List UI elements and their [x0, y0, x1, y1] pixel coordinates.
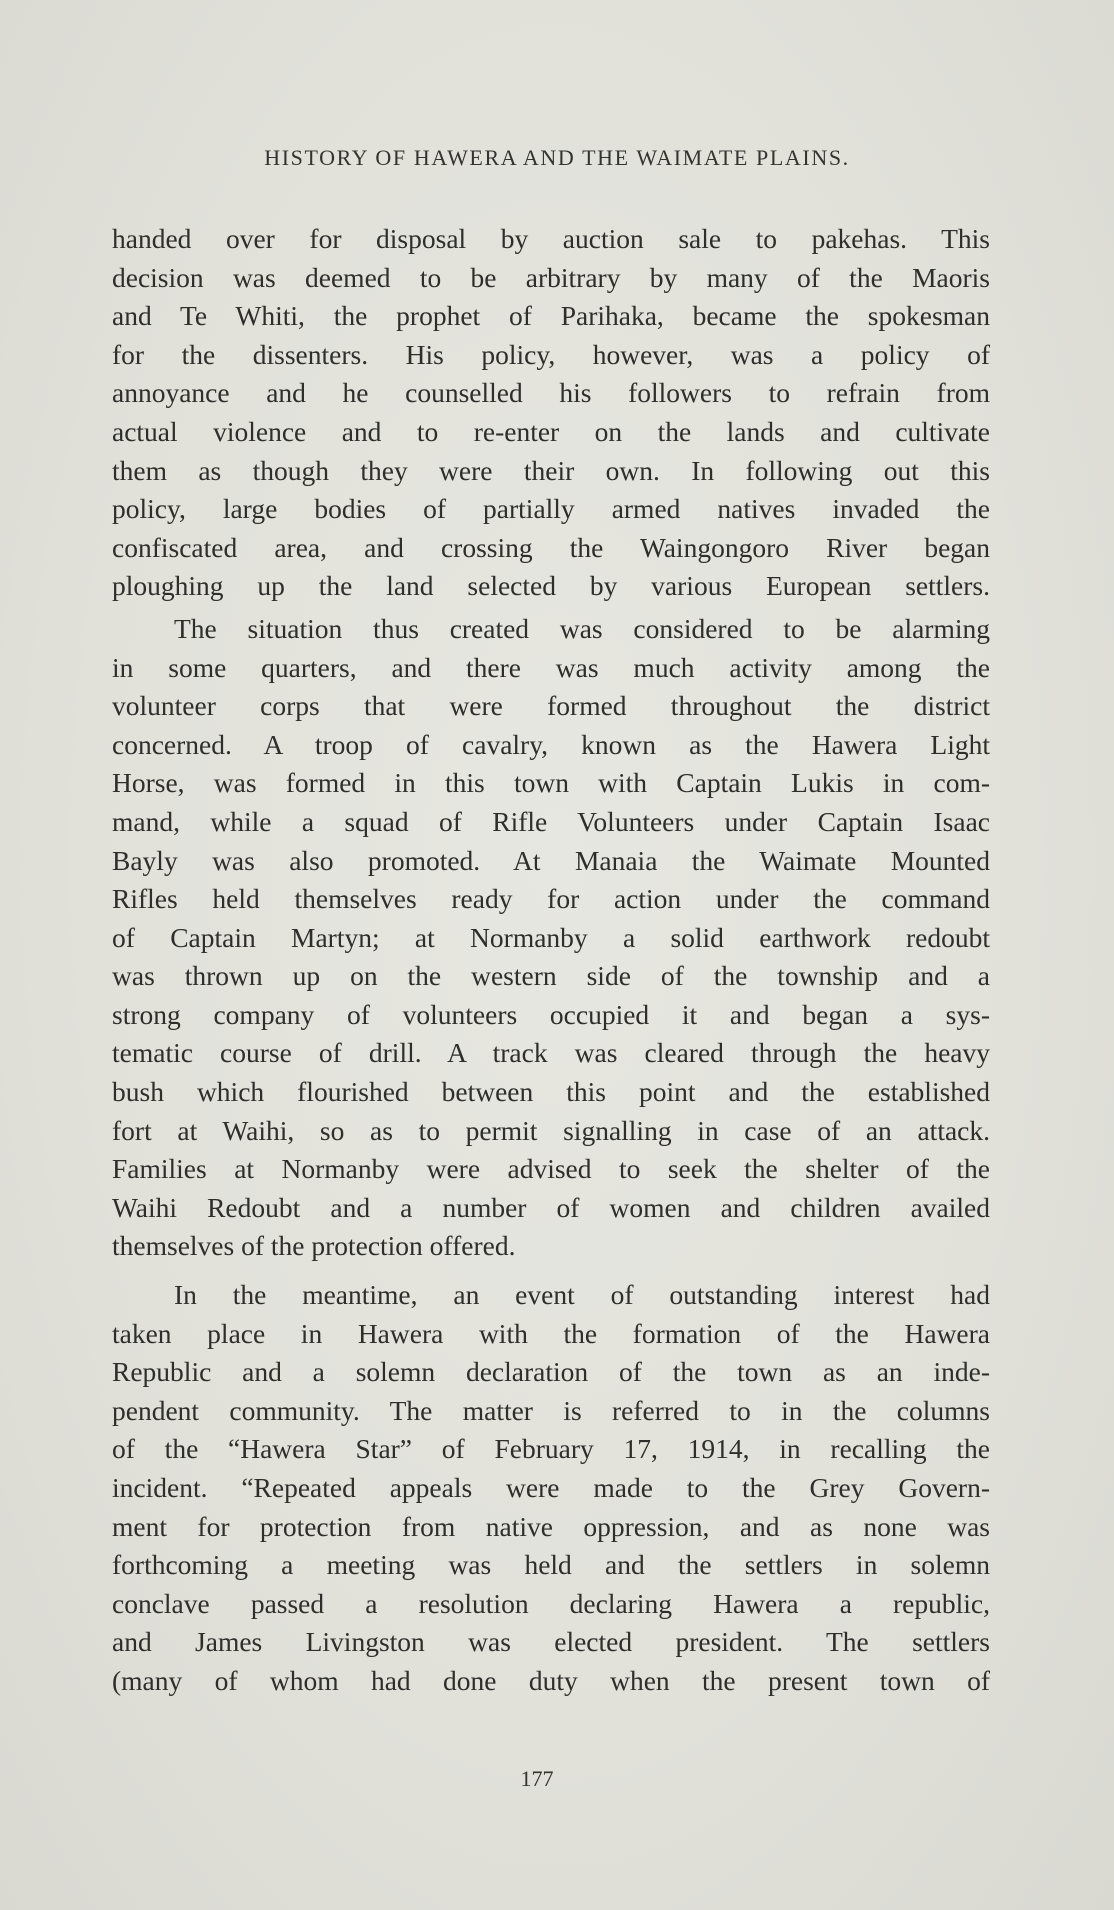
- text-line: of the “Hawera Star” of February 17, 1914, in recalling the: [112, 1433, 990, 1465]
- running-head: HISTORY OF HAWERA AND THE WAIMATE PLAINS.: [264, 145, 850, 170]
- text-line: Rifles held themselves ready for action under the command: [112, 883, 990, 915]
- text-line: volunteer corps that were formed throughout the district: [112, 690, 990, 722]
- text-line: them as though they were their own. In following out this: [112, 454, 990, 486]
- text-line: Waihi Redoubt and a number of women and children availed: [112, 1191, 990, 1223]
- text-line: ploughing up the land selected by various European settlers.: [112, 570, 990, 602]
- text-line: incident. “Repeated appeals were made to the Grey Govern-: [112, 1472, 990, 1503]
- text-line: of Captain Martyn; at Normanby a solid earthwork redoubt: [112, 921, 990, 953]
- text-line: mand, while a squad of Rifle Volunteers under Captain Isaac: [112, 805, 990, 837]
- text-line: and Te Whiti, the prophet of Parihaka, became the spokesman: [112, 300, 990, 332]
- paragraph-3: [112, 1276, 990, 1701]
- text-line: annoyance and he counselled his followers to refrain from: [112, 377, 990, 409]
- text-line: ment for protection from native oppression, and as none was: [112, 1510, 990, 1542]
- text-line: pendent community. The matter is referred to in the columns: [112, 1394, 990, 1426]
- text-line: themselves of the protection offered.: [112, 1230, 516, 1262]
- text-line: and James Livingston was elected president. The settlers: [112, 1626, 990, 1658]
- text-line: Horse, was formed in this town with Captain Lukis in com-: [112, 767, 990, 799]
- text-line: fort at Waihi, so as to permit signalling in case of an attack.: [112, 1114, 990, 1146]
- text-line: was thrown up on the western side of the township and a: [112, 960, 990, 992]
- text-line: handed over for disposal by auction sale to pakehas. This: [112, 223, 990, 254]
- text-line: strong company of volunteers occupied it and began a sys-: [112, 998, 990, 1030]
- text-line: for the dissenters. His policy, however, was a policy of: [112, 338, 990, 370]
- text-line: concerned. A troop of cavalry, known as the Hawera Light: [112, 728, 990, 760]
- text-line: actual violence and to re-enter on the lands and cultivate: [112, 415, 990, 447]
- page-number: 177: [520, 1766, 554, 1791]
- text-line: Families at Normanby were advised to seek the shelter of the: [112, 1153, 990, 1185]
- text-line: confiscated area, and crossing the Waingongoro River began: [112, 531, 990, 563]
- text-line: (many of whom had done duty when the present town of: [112, 1664, 990, 1696]
- text-line: policy, large bodies of partially armed natives invaded the: [112, 493, 990, 525]
- text-line: decision was deemed to be arbitrary by many of the Maoris: [112, 261, 990, 293]
- text-line: Republic and a solemn declaration of the town as an inde-: [112, 1356, 990, 1388]
- text-line: forthcoming a meeting was held and the settlers in solemn: [112, 1549, 990, 1581]
- text-line: In the meantime, an event of outstanding interest had: [174, 1279, 990, 1311]
- paragraph-2: [112, 610, 990, 1266]
- text-line: The situation thus created was considered to be alarming: [174, 612, 990, 644]
- text-line: bush which flourished between this point and the established: [112, 1076, 990, 1108]
- text-line: Bayly was also promoted. At Manaia the Waimate Mounted: [112, 844, 990, 876]
- text-line: tematic course of drill. A track was cleared through the heavy: [112, 1037, 990, 1069]
- paragraph-1: [112, 220, 990, 606]
- text-line: conclave passed a resolution declaring Hawera a republic,: [112, 1587, 990, 1619]
- text-line: in some quarters, and there was much activity among the: [112, 651, 990, 683]
- text-line: taken place in Hawera with the formation of the Hawera: [112, 1317, 990, 1349]
- body-text: [112, 220, 990, 1701]
